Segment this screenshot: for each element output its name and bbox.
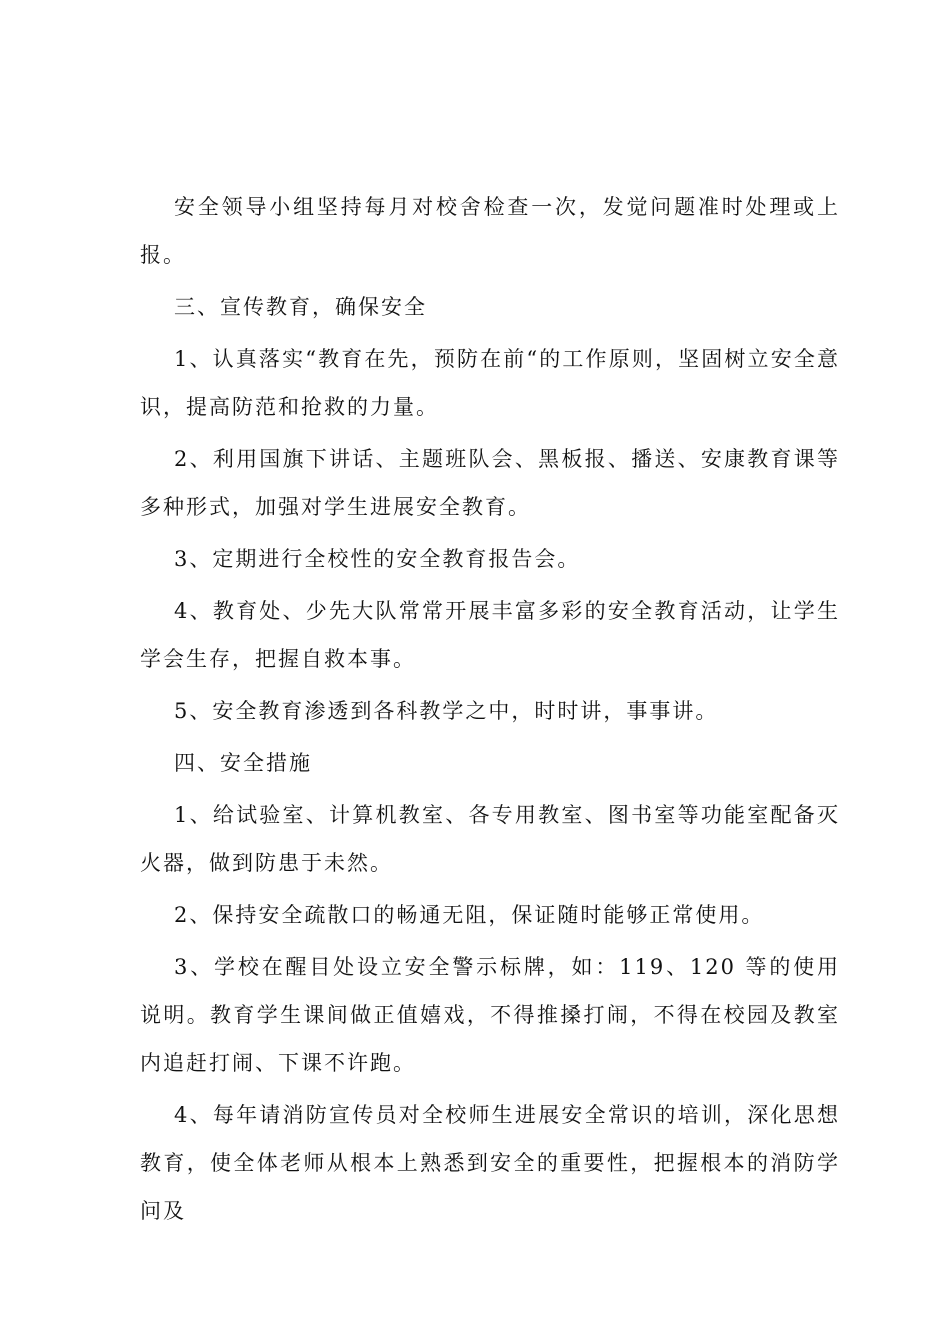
list-item-3-5: 5、安全教育渗透到各科教学之中，时时讲，事事讲。 xyxy=(174,699,719,723)
document-body xyxy=(140,183,840,1239)
list-item-4-3: 3、学校在醒目处设立安全警示标牌，如：119、120 等的使用说明。教育学生课间做正值嬉戏，不得推搡打闹，不得在校园及教室内追赶打闹、下课不许跑。 xyxy=(140,955,840,1075)
list-item-4-1: 1、给试验室、计算机教室、各专用教室、图书室等功能室配备灭火器，做到防患于未然。 xyxy=(140,803,840,875)
list-item-3-3: 3、定期进行全校性的安全教育报告会。 xyxy=(174,547,581,571)
list-item-4-2: 2、保持安全疏散口的畅通无阻，保证随时能够正常使用。 xyxy=(174,903,765,927)
paragraph-inspection: 安全领导小组坚持每月对校舍检查一次，发觉问题准时处理或上报。 xyxy=(140,195,840,267)
section-heading-3: 三、宣传教育，确保安全 xyxy=(174,295,427,319)
list-item-4-4: 4、每年请消防宣传员对全校师生进展安全常识的培训，深化思想教育，使全体老师从根本上熟悉到安全的重要性，把握根本的消防学问及 xyxy=(140,1103,840,1223)
section-heading-4: 四、安全措施 xyxy=(174,751,312,775)
list-item-3-2: 2、利用国旗下讲话、主题班队会、黑板报、播送、安康教育课等多种形式，加强对学生进展安全教育。 xyxy=(140,447,840,519)
list-item-3-4: 4、教育处、少先大队常常开展丰富多彩的安全教育活动，让学生学会生存，把握自救本事。 xyxy=(140,599,840,671)
list-item-3-1: 1、认真落实“教育在先，预防在前“的工作原则，坚固树立安全意识，提高防范和抢救的力量。 xyxy=(140,347,840,419)
